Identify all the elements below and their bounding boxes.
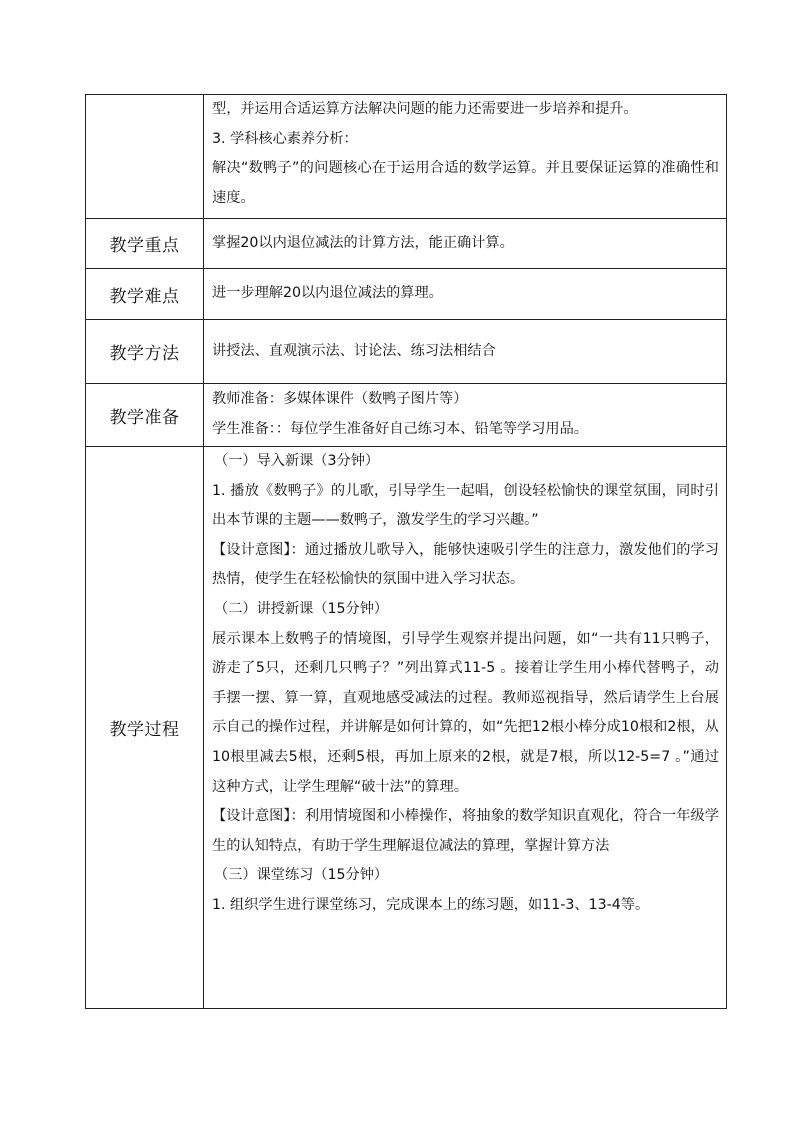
section-teaching-intent <box>212 802 719 861</box>
process-row <box>86 447 727 1009</box>
analysis-row <box>86 95 727 219</box>
design-intent-tag: 【设计意图】 <box>212 808 291 825</box>
methods-label: 教学方法 <box>86 320 204 384</box>
difficulties-text: 进一步理解20以内退位减法的算理。 <box>212 285 443 302</box>
methods-row <box>86 320 727 384</box>
methods-content <box>204 320 727 384</box>
section-intro-item: 1. 播放《数鸭子》的儿歌，引导学生一起唱，创设轻松愉快的课堂氛围，同时引出本节课的主题——数鸭子，激发学生的学习兴趣。” <box>212 482 719 529</box>
preparation-label: 教学准备 <box>86 384 204 447</box>
analysis-line-1: 型，并运用合适运算方法解决问题的能力还需要进一步培养和提升。 <box>212 101 638 117</box>
section-intro-intent <box>212 536 719 595</box>
section-intro-intent-text: ：通过播放儿歌导入，能够快速吸引学生的注意力，激发他们的学习热情，使学生在轻松愉快的氛围中进入学习状态。 <box>212 541 719 588</box>
section-practice-title: （三）课堂练习（15分钟） <box>214 867 389 884</box>
preparation-content <box>204 384 727 447</box>
teacher-preparation-text: 教师准备：多媒体课件（数鸭子图片等） <box>212 391 468 408</box>
preparation-row <box>86 384 727 447</box>
section-teaching-body: 展示课本上数鸭子的情境图，引导学生观察并提出问题，如“一共有11只鸭子，游走了5只，还剩几只鸭子？”列出算式11-5 。接着让学生用小棒代替鸭子，动手摆一摆、算一算，直观地感受减法的过程。教师巡视指导，然后请学生上台展示自己的操作过程，并讲解是如何计算的，如“先把12根小棒分成10根和2根，从10根里减去5根，还剩5根，再加上原来的2根，就是7根，所以12-5=7 。”通过这种方式，让学生理解“破十法”的算理。 <box>212 630 719 795</box>
methods-text: 讲授法、直观演示法、讨论法、练习法相结合 <box>212 342 496 359</box>
analysis-line-2: 3. 学科核心素养分析： <box>212 130 358 147</box>
design-intent-tag: 【设计意图】 <box>212 541 291 558</box>
section-intro-title: （一）导入新课（3分钟） <box>214 453 380 469</box>
section-practice-item: 1. 组织学生进行课堂练习，完成课本上的练习题，如11-3、13-4等。 <box>212 896 650 913</box>
analysis-content-cell <box>204 95 727 219</box>
analysis-label-cell <box>86 95 204 219</box>
key-points-label: 教学重点 <box>86 219 204 269</box>
key-points-row <box>86 219 727 269</box>
key-points-text: 掌握20以内退位减法的计算方法，能正确计算。 <box>212 234 514 251</box>
difficulties-content <box>204 269 727 320</box>
process-label: 教学过程 <box>86 447 204 1009</box>
difficulties-label: 教学难点 <box>86 269 204 320</box>
student-preparation-text: 学生准备：：每位学生准备好自己练习本、铅笔等学习用品。 <box>212 421 588 437</box>
section-teaching-intent-text: ：利用情境图和小棒操作，将抽象的数学知识直观化，符合一年级学生的认知特点，有助于学生理解退位减法的算理，掌握计算方法 <box>212 808 719 854</box>
process-content <box>204 447 727 1009</box>
lesson-plan-table <box>85 94 727 1009</box>
difficulties-row <box>86 269 727 320</box>
key-points-content <box>204 219 727 269</box>
analysis-line-3: 解决“数鸭子”的问题核心在于运用合适的数学运算。并且要保证运算的准确性和速度。 <box>212 160 719 206</box>
section-teaching-title: （二）讲授新课（15分钟） <box>214 600 389 617</box>
